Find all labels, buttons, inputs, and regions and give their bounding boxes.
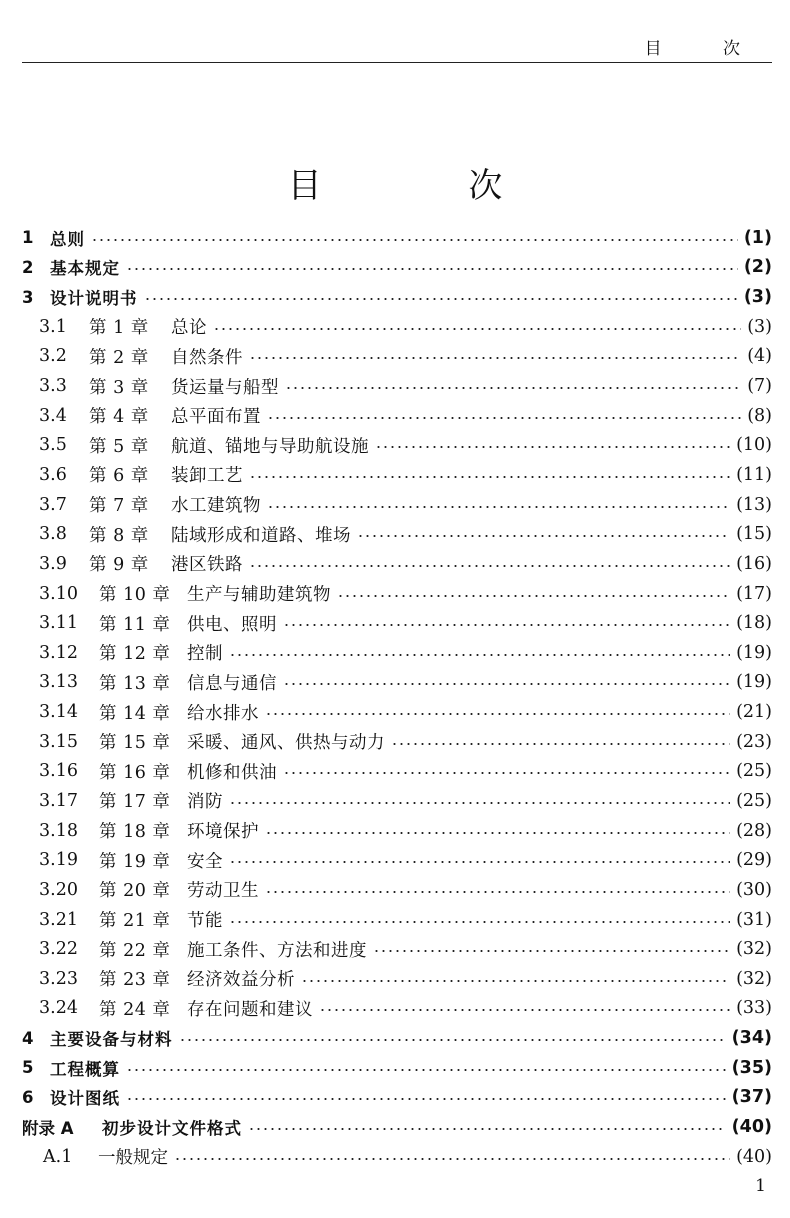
entry-title: 信息与通信 [187,673,277,694]
entry-number: 3.17 [39,790,78,811]
toc-list [22,223,772,1172]
dot-leader [267,505,730,509]
entry-chapter: 第 5 章 [89,436,149,457]
entry-chapter: 第 2 章 [89,347,149,368]
toc-entry[interactable] [22,579,772,609]
entry-title: 设计图纸 [50,1089,120,1109]
entry-page: (29) [736,850,772,871]
entry-number: 3.18 [39,820,78,841]
entry-chapter: 第 19 章 [99,851,171,872]
dot-leader [229,801,730,805]
entry-page: (25) [736,790,772,811]
entry-title: 港区铁路 [171,555,243,576]
entry-title: 一般规定 [98,1148,168,1169]
entry-number: 3.6 [39,464,67,485]
dot-leader [391,742,730,746]
entry-chapter: 第 10 章 [99,585,171,605]
dot-leader [301,979,730,983]
page-title: 目 次 [287,166,571,206]
entry-chapter: 第 23 章 [99,970,171,991]
dot-leader [91,238,738,242]
entry-number: 3.11 [39,613,78,634]
entry-chapter: 第 17 章 [99,792,171,813]
dot-leader [144,297,738,301]
entry-chapter: 第 3 章 [89,377,149,398]
entry-page: (40) [731,1117,772,1138]
entry-page: (11) [736,464,772,485]
entry-title: 采暖、通风、供热与动力 [187,733,385,754]
toc-entry[interactable] [22,816,772,846]
dot-leader [283,771,730,775]
toc-entry[interactable] [22,282,772,312]
toc-entry[interactable] [22,430,772,460]
entry-title: 初步设计文件格式 [102,1119,242,1139]
entry-page: (40) [736,1146,772,1167]
dot-leader [126,1068,726,1072]
entry-page: (23) [736,731,772,752]
entry-title: 生产与辅助建筑物 [187,585,331,605]
header-rule [22,62,772,63]
entry-chapter: 第 21 章 [99,911,171,932]
dot-leader [126,1097,726,1101]
entry-page: (21) [736,702,772,723]
dot-leader [285,386,741,390]
entry-title: 供电、照明 [187,614,277,635]
entry-page: (17) [736,583,772,604]
toc-entry[interactable] [22,342,772,372]
entry-chapter: 第 7 章 [89,496,149,517]
entry-page: (18) [736,613,772,634]
entry-number: 6 [22,1087,34,1107]
dot-leader [126,267,738,271]
entry-page: (35) [731,1057,772,1078]
dot-leader [375,445,730,449]
entry-number: 3.1 [39,316,67,337]
entry-title: 总论 [171,318,207,339]
running-header: 目 次 [644,39,768,59]
entry-page: (32) [736,968,772,989]
toc-entry[interactable] [22,1142,772,1172]
toc-entry[interactable] [22,223,772,253]
entry-number: 3.7 [39,494,67,515]
entry-title: 工程概算 [50,1059,120,1079]
toc-entry[interactable] [22,401,772,431]
entry-chapter: 第 22 章 [99,940,171,961]
entry-number: 4 [22,1028,34,1048]
toc-entry[interactable] [22,757,772,787]
entry-page: (13) [736,494,772,515]
entry-chapter: 第 11 章 [99,614,171,635]
entry-page: (31) [736,909,772,930]
entry-chapter: 第 20 章 [99,881,171,902]
entry-chapter: 第 16 章 [99,762,171,783]
entry-chapter: 第 1 章 [89,318,149,339]
entry-page: (37) [731,1087,772,1108]
dot-leader [373,949,730,953]
entry-chapter: 第 9 章 [89,555,149,576]
entry-number: 3.15 [39,731,78,752]
entry-title: 经济效益分析 [187,970,295,991]
dot-leader [174,1157,730,1161]
entry-number: A.1 [43,1146,73,1167]
dot-leader [179,1038,726,1042]
entry-page: (25) [736,761,772,782]
entry-number: 3.21 [39,909,78,930]
entry-title: 消防 [187,792,223,813]
entry-title: 货运量与船型 [171,377,279,398]
entry-page: (19) [736,642,772,663]
toc-entry[interactable] [22,1083,772,1113]
toc-entry[interactable] [22,549,772,579]
toc-entry[interactable] [22,638,772,668]
dot-leader [337,594,730,598]
toc-entry[interactable] [22,1053,772,1083]
dot-leader [265,712,730,716]
entry-number: 3.24 [39,998,78,1019]
dot-leader [249,475,730,479]
entry-page: (8) [747,405,772,426]
entry-title: 施工条件、方法和进度 [187,940,367,961]
toc-entry[interactable] [22,905,772,935]
toc-entry[interactable] [22,1023,772,1053]
entry-chapter: 第 24 章 [99,999,171,1020]
toc-entry[interactable] [22,845,772,875]
entry-title: 给水排水 [187,703,259,724]
entry-page: (32) [736,939,772,960]
toc-entry[interactable] [22,964,772,994]
entry-chapter: 第 18 章 [99,822,171,843]
entry-page: (19) [736,672,772,693]
entry-chapter: 第 13 章 [99,673,171,694]
toc-entry[interactable] [22,519,772,549]
entry-number: 3.20 [39,879,78,900]
entry-number: 3.8 [39,524,67,545]
entry-title: 航道、锚地与导助航设施 [171,436,369,457]
entry-number: 3.23 [39,968,78,989]
entry-title: 主要设备与材料 [50,1030,173,1050]
dot-leader [357,534,730,538]
entry-chapter: 第 14 章 [99,703,171,724]
entry-number: 1 [22,228,34,248]
entry-page: (30) [736,879,772,900]
toc-entry[interactable] [22,490,772,520]
entry-title: 节能 [187,911,223,932]
entry-page: (3) [747,316,772,337]
entry-page: (2) [743,257,772,278]
entry-title: 劳动卫生 [187,881,259,902]
toc-entry[interactable] [22,312,772,342]
entry-number: 3 [22,287,34,307]
entry-title: 陆域形成和道路、堆场 [171,525,351,546]
toc-entry[interactable] [22,875,772,905]
toc-entry[interactable] [22,786,772,816]
entry-number: 3.13 [39,672,78,693]
toc-entry[interactable] [22,608,772,638]
entry-page: (3) [743,287,772,308]
entry-number: 5 [22,1058,34,1078]
entry-title: 装卸工艺 [171,466,243,487]
entry-chapter: 第 12 章 [99,644,171,665]
entry-page: (15) [736,524,772,545]
entry-page: (10) [736,435,772,456]
dot-leader [265,831,730,835]
toc-entry[interactable] [22,934,772,964]
entry-number: 3.14 [39,702,78,723]
toc-entry[interactable] [22,727,772,757]
dot-leader [249,356,741,360]
dot-leader [249,564,730,568]
toc-entry[interactable] [22,994,772,1024]
entry-title: 自然条件 [171,347,243,368]
dot-leader [248,1127,726,1131]
toc-entry[interactable] [22,697,772,727]
entry-page: (4) [747,346,772,367]
entry-title: 总平面布置 [171,407,261,428]
toc-entry-appendix[interactable] [22,1112,772,1142]
dot-leader [267,416,741,420]
entry-chapter: 第 15 章 [99,733,171,754]
dot-leader [319,1008,730,1012]
entry-number: 3.3 [39,376,67,397]
entry-number: 3.10 [39,583,78,604]
entry-title: 环境保护 [187,822,259,843]
entry-number: 3.12 [39,642,78,663]
entry-title: 设计说明书 [50,289,138,309]
entry-title: 水工建筑物 [171,496,261,517]
entry-number: 3.2 [39,346,67,367]
entry-number: 3.16 [39,761,78,782]
entry-chapter: 第 4 章 [89,407,149,428]
dot-leader [229,860,730,864]
entry-page: (28) [736,820,772,841]
entry-number: 3.9 [39,553,67,574]
entry-number: 3.22 [39,939,78,960]
entry-number: 2 [22,257,34,277]
entry-page: (16) [736,553,772,574]
entry-page: (7) [747,376,772,397]
toc-entry[interactable] [22,668,772,698]
dot-leader [283,623,730,627]
toc-entry[interactable] [22,460,772,490]
entry-number: 3.19 [39,850,78,871]
entry-page: (1) [743,227,772,248]
dot-leader [229,920,730,924]
entry-number: 3.5 [39,435,67,456]
toc-entry[interactable] [22,253,772,283]
entry-page: (34) [731,1028,772,1049]
dot-leader [283,682,730,686]
entry-title: 控制 [187,644,223,665]
toc-entry[interactable] [22,371,772,401]
entry-title: 安全 [187,851,223,872]
dot-leader [229,653,730,657]
entry-chapter: 第 6 章 [89,466,149,487]
page-number: 1 [755,1176,766,1196]
entry-page: (33) [736,998,772,1019]
entry-number: 3.4 [39,405,67,426]
entry-chapter: 第 8 章 [89,525,149,546]
dot-leader [213,327,741,331]
dot-leader [265,890,730,894]
entry-title: 基本规定 [50,259,120,279]
entry-title: 存在问题和建议 [187,999,313,1020]
entry-number: 附录 A [22,1119,74,1139]
entry-title: 总则 [50,229,85,249]
entry-title: 机修和供油 [187,762,277,783]
